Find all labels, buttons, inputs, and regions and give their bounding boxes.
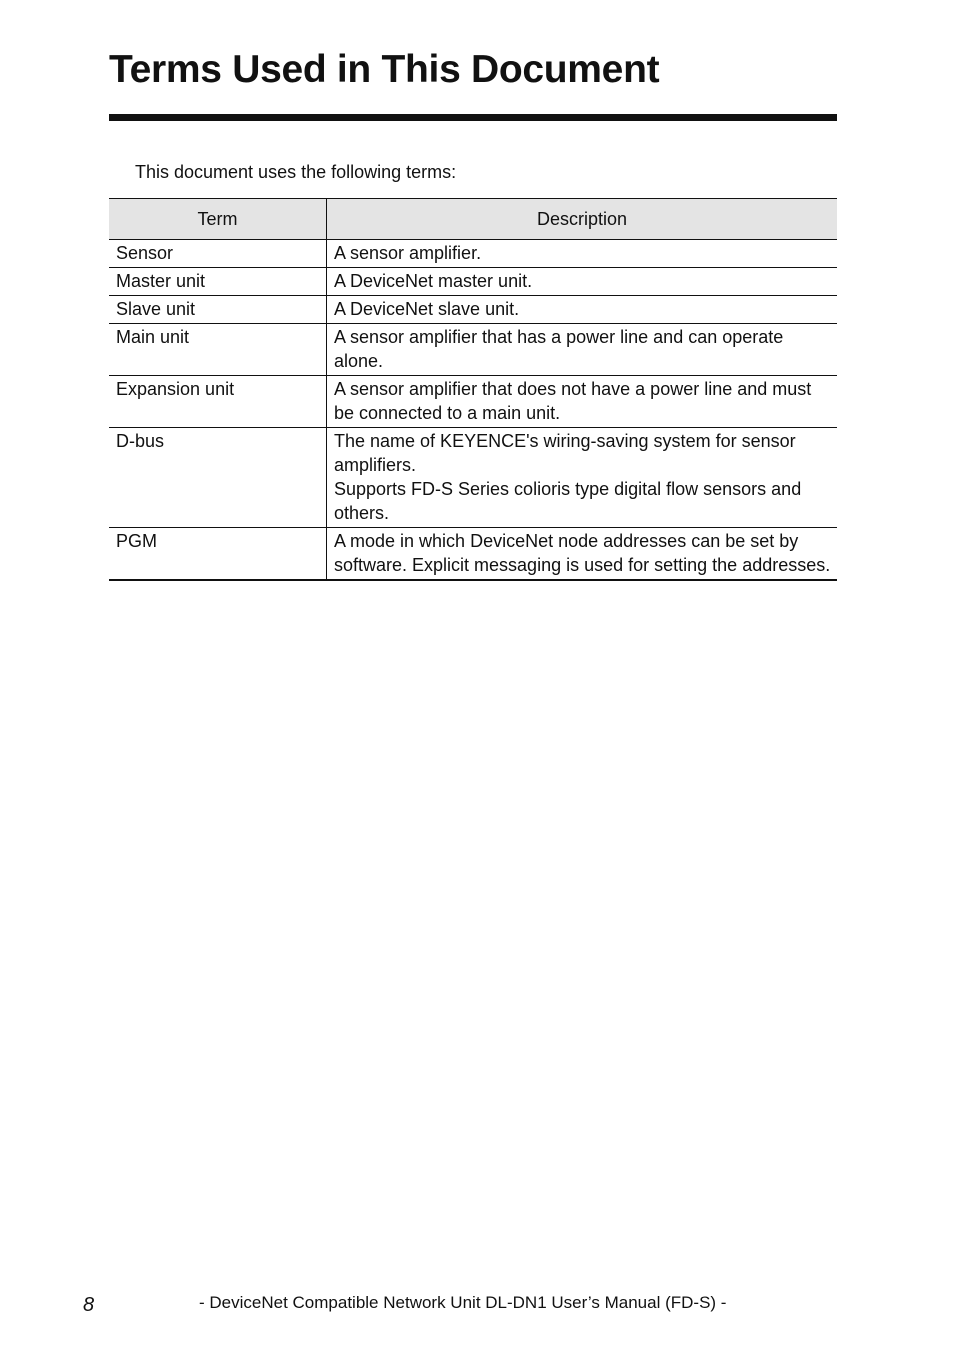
description-line: A DeviceNet master unit. [334, 271, 533, 291]
header-term: Term [109, 199, 327, 240]
page-title: Terms Used in This Document [109, 48, 660, 91]
table-row [109, 376, 837, 428]
table-row [109, 268, 837, 296]
term-cell: Expansion unit [109, 376, 327, 428]
description-cell [327, 324, 838, 376]
description-line: A sensor amplifier that has a power line and can operate alone. [334, 327, 784, 371]
term-cell: Master unit [109, 268, 327, 296]
term-cell: Main unit [109, 324, 327, 376]
term-cell: PGM [109, 528, 327, 581]
table-row [109, 428, 837, 528]
description-cell [327, 376, 838, 428]
term-cell: Slave unit [109, 296, 327, 324]
description-cell [327, 428, 838, 528]
title-rule [109, 114, 837, 121]
description-cell [327, 528, 838, 581]
header-description: Description [327, 199, 838, 240]
page-number: 8 [83, 1294, 95, 1316]
footer-manual-title: - DeviceNet Compatible Network Unit DL-DN1 User’s Manual (FD-S) - [199, 1293, 727, 1312]
description-cell [327, 240, 838, 268]
description-line: The name of KEYENCE's wiring-saving system for sensor amplifiers. [334, 431, 796, 475]
table-header-row [109, 199, 837, 240]
description-line: A sensor amplifier that does not have a power line and must be connected to a main unit. [334, 379, 812, 423]
description-line: Supports FD-S Series colioris type digital flow sensors and others. [334, 479, 802, 523]
description-cell [327, 268, 838, 296]
table-row [109, 324, 837, 376]
description-line: A mode in which DeviceNet node addresses can be set by software. Explicit messaging is used for setting the addresses. [334, 531, 831, 575]
intro-text: This document uses the following terms: [135, 162, 457, 182]
table-row [109, 240, 837, 268]
description-line: A sensor amplifier. [334, 243, 482, 263]
description-line: A DeviceNet slave unit. [334, 299, 520, 319]
description-cell [327, 296, 838, 324]
table-row [109, 296, 837, 324]
term-cell: D-bus [109, 428, 327, 528]
table-row [109, 528, 837, 581]
terms-table [109, 198, 837, 581]
term-cell: Sensor [109, 240, 327, 268]
